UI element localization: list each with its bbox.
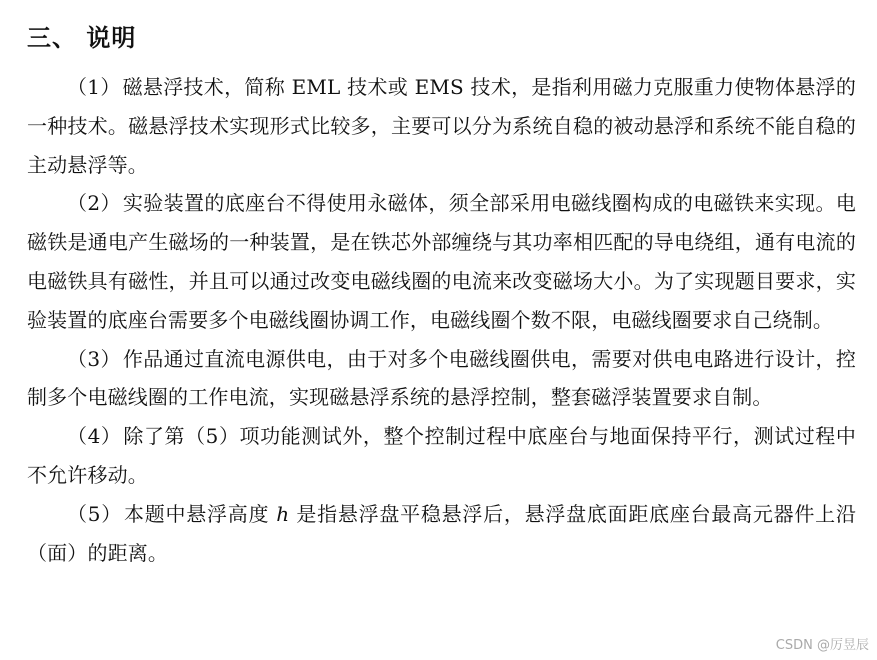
paragraph-text: 磁悬浮技术，简称 EML 技术或 EMS 技术，是指利用磁力克服重力使物体悬浮的一种技术。磁悬浮技术实现形式比较多，主要可以分为系统自稳的被动悬浮和系统不能自稳的主动悬浮等。 [27, 75, 856, 177]
section-title: 三、 说明 [27, 24, 137, 52]
paragraph-text-before: 本题中悬浮高度 [123, 501, 277, 526]
paragraph-number: （4） [67, 424, 122, 449]
paragraph-3 [27, 340, 856, 418]
watermark: CSDN @厉昱辰 [775, 638, 869, 653]
paragraph-text: 实验装置的底座台不得使用永磁体，须全部采用电磁线圈构成的电磁铁来实现。电磁铁是通电产生磁场的一种装置，是在铁芯外部缠绕与其功率相匹配的导电绕组，通有电流的电磁铁具有磁性，并且可以通过改变电磁线圈的电流来改变磁场大小。为了实现题目要求，实验装置的底座台需要多个电磁线圈协调工作，电磁线圈个数不限，电磁线圈要求自己绕制。 [27, 191, 856, 332]
paragraph-text: 作品通过直流电源供电，由于对多个电磁线圈供电，需要对供电电路进行设计，控制多个电磁线圈的工作电流，实现磁悬浮系统的悬浮控制，整套磁浮装置要求自制。 [27, 346, 856, 410]
paragraph-4 [27, 417, 856, 495]
paragraph-5 [27, 495, 856, 573]
paragraph-2 [27, 184, 856, 339]
paragraph-1 [27, 68, 856, 184]
height-variable: h [276, 501, 290, 526]
paragraph-number: （5） [67, 501, 122, 526]
paragraph-number: （2） [67, 191, 121, 216]
paragraph-text-after: 是指悬浮盘平稳悬浮后，悬浮盘底面距底座台最高元器件上沿（面）的距离。 [27, 501, 856, 565]
document-body [27, 68, 856, 572]
paragraph-number: （1） [67, 75, 121, 99]
paragraph-text: 除了第（5）项功能测试外，整个控制过程中底座台与地面保持平行，测试过程中不允许移动。 [27, 424, 856, 487]
paragraph-number: （3） [67, 346, 121, 371]
